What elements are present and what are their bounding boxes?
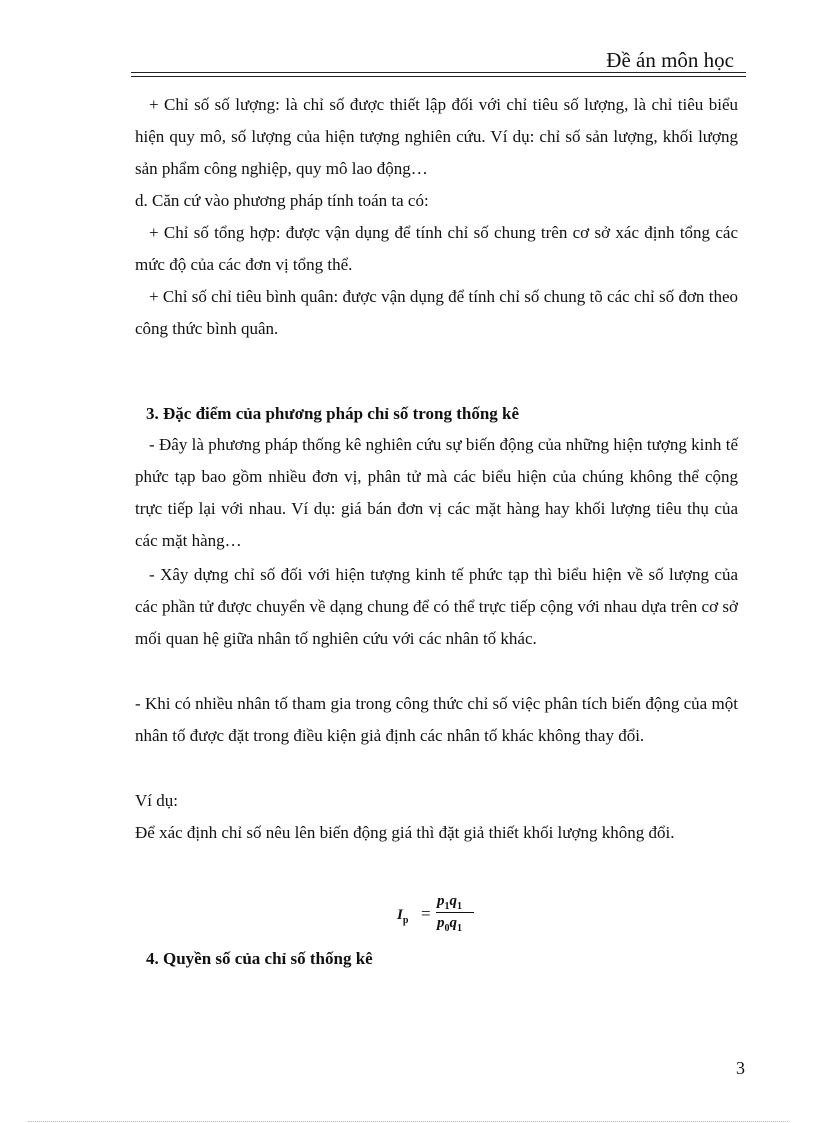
paragraph-example-label: Ví dụ: bbox=[135, 791, 178, 810]
header-rule-top bbox=[131, 72, 746, 73]
paragraph-characteristic-2: - Xây dựng chỉ số đối với hiện tượng kinh tế phức tạp thì biểu hiện về số lượng của các phần tử được chuyển về dạng chung để có thể trực tiếp cộng với nhau dựa trên cơ sở mối quan hệ giữa nhân tố nghiên cứu với các nhân tố khác. bbox=[135, 565, 738, 648]
formula-numerator: $p_1q_1$ bbox=[437, 893, 462, 912]
formula-denominator: $p_0q_1$ bbox=[437, 915, 462, 934]
formula-lhs: $I_p$ bbox=[397, 907, 409, 926]
header-rule-bottom bbox=[131, 76, 746, 77]
section-heading-4: 4. Quyền số của chỉ số thống kê bbox=[146, 949, 373, 968]
footer-dotted-line bbox=[28, 1121, 788, 1122]
paragraph-calc-method: d. Căn cứ vào phương pháp tính toán ta có: bbox=[135, 191, 429, 210]
section-heading-3: 3. Đặc điểm của phương pháp chỉ số trong thống kê bbox=[146, 404, 520, 423]
paragraph-example-text: Để xác định chỉ số nêu lên biến động giá thì đặt giả thiết khối lượng không đổi. bbox=[135, 823, 675, 842]
paragraph-characteristic-1: - Đây là phương pháp thống kê nghiên cứu sự biến động của những hiện tượng kinh tế phức tạp bao gồm nhiều đơn vị, phân tử mà các biểu hiện của chúng không thể cộng trực tiếp lại với nhau. Ví dụ: giá bán đơn vị các mặt hàng hay khối lượng tiêu thụ của các mặt hàng… bbox=[135, 435, 738, 550]
paragraph-average-index: + Chỉ số chỉ tiêu bình quân: được vận dụng để tính chỉ số chung tõ các chỉ số đơn theo công thức bình quân. bbox=[135, 287, 738, 338]
paragraph-characteristic-3: - Khi có nhiều nhân tố tham gia trong công thức chỉ số việc phân tích biến động của một nhân tố được đặt trong điều kiện giả định các nhân tố khác không thay đổi. bbox=[135, 694, 738, 745]
page-header-title: Đề án môn học bbox=[606, 48, 734, 72]
paragraph-composite-index: + Chỉ số tổng hợp: được vận dụng để tính chỉ số chung trên cơ sở xác định tổng các mức độ của các đơn vị tổng thể. bbox=[135, 223, 738, 274]
formula-equals: = bbox=[421, 904, 431, 923]
formula-fraction-bar bbox=[436, 912, 474, 913]
paragraph-quantity-index: + Chỉ số số lượng: là chỉ số được thiết lập đối với chỉ tiêu số lượng, là chỉ tiêu biểu hiện quy mô, số lượng của hiện tượng nghiên cứu. Ví dụ: chỉ số sản lượng, khối lượng sản phẩm công nghiệp, quy mô lao động… bbox=[135, 95, 738, 178]
price-index-formula bbox=[397, 893, 487, 943]
page-number: 3 bbox=[736, 1058, 745, 1078]
